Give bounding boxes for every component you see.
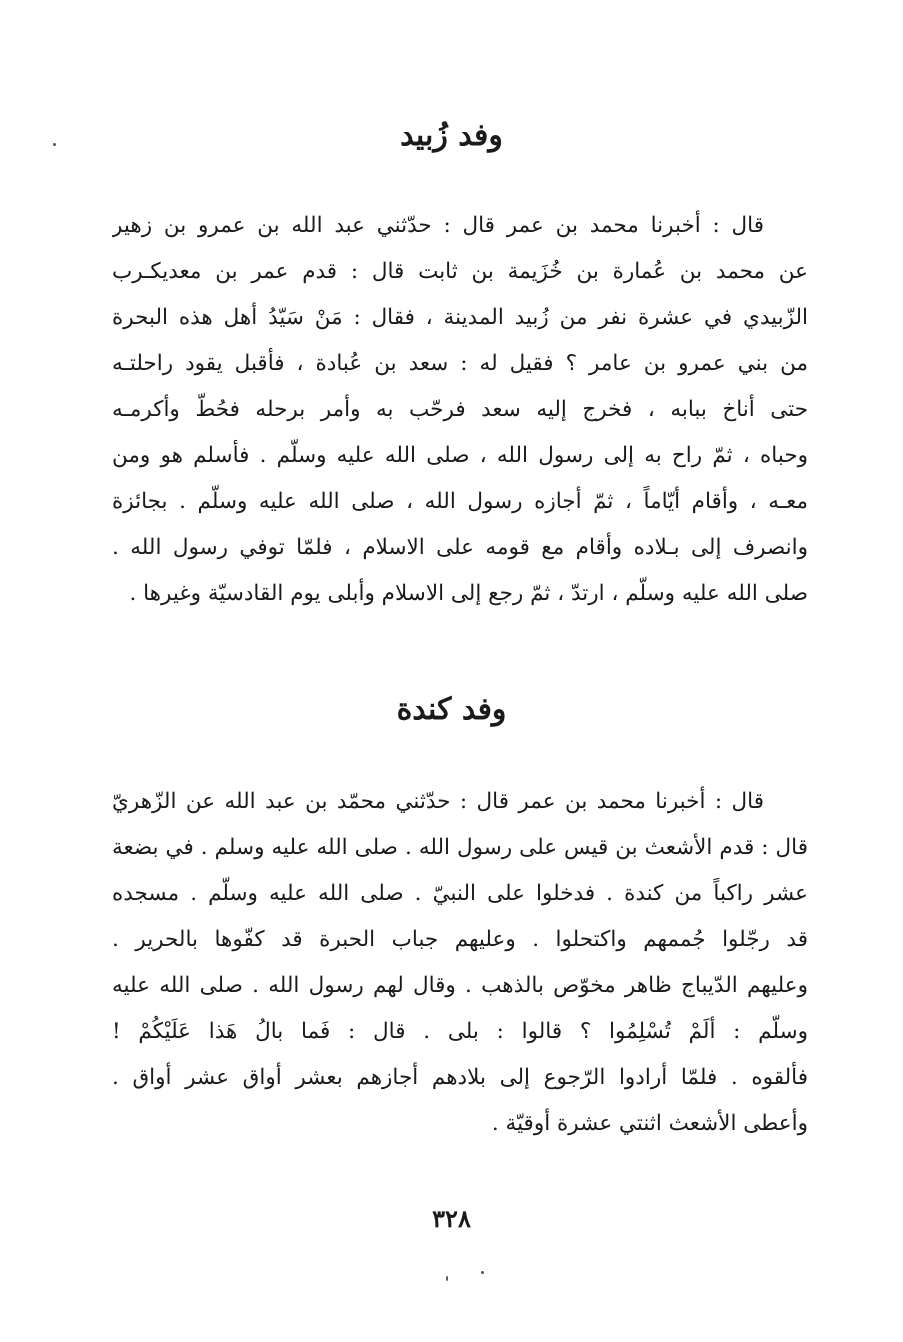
text-line: وحباه ، ثمّ راح به إلى رسول الله ، صلى الله عليه وسلّم . فأسلم هو ومن <box>112 443 808 468</box>
text-line: حتى أناخ ببابه ، فخرج إليه سعد فرحّب به وأمر برحله فحُطّ وأكرمـه <box>112 397 808 422</box>
text-line: الزّبيدي في عشرة نفر من زُبيد المدينة ، فقال : مَنْ سَيّدُ أهل هذه البحرة <box>112 305 808 330</box>
text-line: فألقوه . فلمّا أرادوا الرّجوع إلى بلادهم أجازهم بعشر أواق عشر أواق . <box>112 1065 808 1090</box>
speck <box>446 1276 448 1281</box>
section-body-zubaid <box>112 203 808 617</box>
text-line: وسلّم : ألَمْ تُسْلِمُوا ؟ قالوا : بلى . قال : فَما بالُ هَذا عَلَيْكُمْ ! <box>112 1019 808 1044</box>
text-line: قال : أخبرنا محمد بن عمر قال : حدّثني عبد الله بن عمرو بن زهير <box>112 213 764 238</box>
section-heading-zubaid: وفد زُبيد <box>400 118 503 153</box>
text-line: من بني عمرو بن عامر ؟ فقيل له : سعد بن عُبادة ، فأقبل يقود راحلتـه <box>112 351 808 376</box>
text-line: وعليهم الدّيباج ظاهر مخوّص بالذهب . وقال لهم رسول الله . صلى الله عليه <box>112 973 808 998</box>
text-line: صلى الله عليه وسلّم ، ارتدّ ، ثمّ رجع إلى الاسلام وأبلى يوم القادسيّة وغيرها . <box>129 581 808 606</box>
text-line: عن محمد بن عُمارة بن خُزَيمة بن ثابت قال : قدم عمر بن معديكـرب <box>112 259 808 284</box>
section-heading-kinda: وفد كندة <box>396 692 507 727</box>
text-line: قال : أخبرنا محمد بن عمر قال : حدّثني محمّد بن عبد الله عن الزّهريّ <box>112 789 764 814</box>
text-line: قال : قدم الأشعث بن قيس على رسول الله . صلى الله عليه وسلم . في بضعة <box>112 835 808 860</box>
text-line: عشر راكباً من كندة . فدخلوا على النبيّ . صلى الله عليه وسلّم . مسجده <box>112 881 808 906</box>
speck <box>481 1271 484 1274</box>
page-number: ٣٢٨ <box>432 1204 471 1233</box>
text-line: معـه ، وأقام أيّاماً ، ثمّ أجازه رسول الله ، صلى الله عليه وسلّم . بجائزة <box>112 489 808 514</box>
section-body-kinda <box>112 779 808 1147</box>
text-line: وأعطى الأشعث اثنتي عشرة أوقيّة . <box>491 1111 808 1136</box>
text-line: وانصرف إلى بـلاده وأقام مع قومه على الاسلام ، فلمّا توفي رسول الله . <box>112 535 808 560</box>
text-line: قد رجّلوا جُممهم واكتحلوا . وعليهم جباب الحبرة قد كفّوها بالحرير . <box>112 927 808 952</box>
